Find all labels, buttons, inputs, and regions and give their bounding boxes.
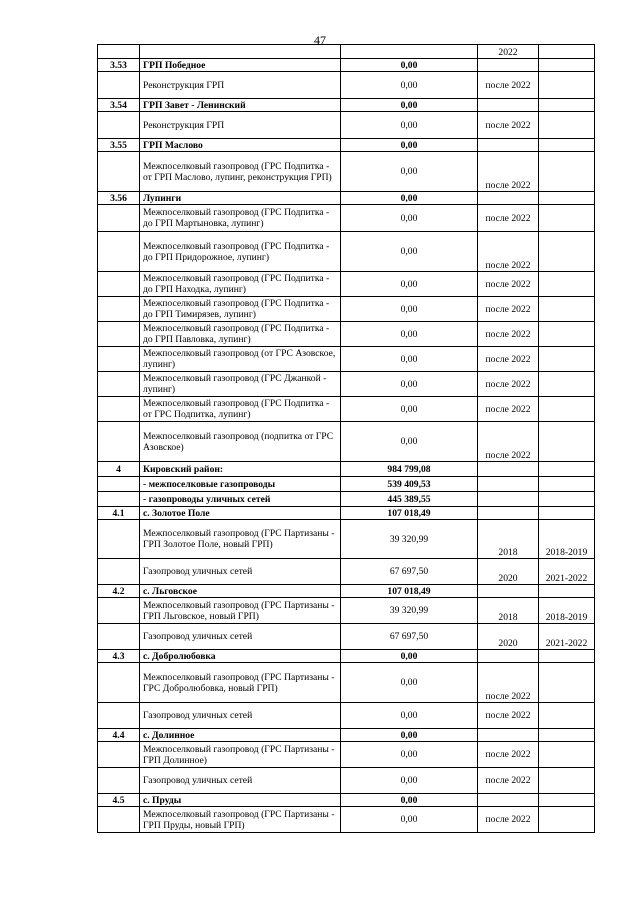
amount-value: 0,00	[341, 99, 478, 112]
row-number	[98, 152, 140, 192]
table-row	[98, 232, 595, 272]
row-number	[98, 232, 140, 272]
row-number	[98, 807, 140, 833]
amount-value	[341, 45, 478, 59]
amount-value: 0,00	[341, 297, 478, 322]
year-range	[539, 729, 595, 742]
year-start: после 2022	[478, 663, 539, 703]
item-name: - межпоселковые газопроводы	[140, 477, 341, 492]
year-range	[539, 477, 595, 492]
year-range: 2021-2022	[539, 559, 595, 585]
amount-value: 107 018,49	[341, 585, 478, 598]
table-body	[98, 45, 595, 833]
table-row	[98, 585, 595, 598]
year-range	[539, 152, 595, 192]
row-number	[98, 624, 140, 650]
table-row	[98, 272, 595, 297]
amount-value: 107 018,49	[341, 507, 478, 520]
table-row	[98, 624, 595, 650]
amount-value: 0,00	[341, 794, 478, 807]
amount-value: 67 697,50	[341, 624, 478, 650]
item-name: ГРП Победное	[140, 59, 341, 72]
table-row	[98, 807, 595, 833]
year-start: после 2022	[478, 272, 539, 297]
row-number	[98, 272, 140, 297]
year-start: 2020	[478, 559, 539, 585]
item-name: Межпоселковый газопровод (от ГРС Азовское, лупинг)	[140, 347, 341, 372]
year-range	[539, 507, 595, 520]
year-range	[539, 585, 595, 598]
amount-value: 0,00	[341, 807, 478, 833]
table-row	[98, 422, 595, 462]
amount-value: 0,00	[341, 59, 478, 72]
table-row	[98, 99, 595, 112]
table-row	[98, 72, 595, 99]
row-number	[98, 559, 140, 585]
row-number	[98, 72, 140, 99]
item-name: Газопровод уличных сетей	[140, 624, 341, 650]
table-row	[98, 205, 595, 232]
year-start: после 2022	[478, 742, 539, 768]
year-start	[478, 462, 539, 477]
item-name: Реконструкция ГРП	[140, 112, 341, 139]
table-row	[98, 598, 595, 624]
year-start	[478, 192, 539, 205]
amount-value: 0,00	[341, 768, 478, 794]
item-name: Межпоселковый газопровод (ГРС Партизаны - ГРП Пруды, новый ГРП)	[140, 807, 341, 833]
table-row	[98, 462, 595, 477]
row-number	[98, 598, 140, 624]
table-row	[98, 372, 595, 397]
table-row	[98, 45, 595, 59]
row-number	[98, 45, 140, 59]
page-number: 47	[314, 33, 326, 47]
amount-value: 0,00	[341, 205, 478, 232]
row-number	[98, 768, 140, 794]
year-start: после 2022	[478, 372, 539, 397]
row-number	[98, 422, 140, 462]
year-range	[539, 397, 595, 422]
year-start: после 2022	[478, 322, 539, 347]
year-range	[539, 297, 595, 322]
row-number	[98, 492, 140, 507]
item-name: Межпоселковый газопровод (ГРС Партизаны - ГРП Долинное)	[140, 742, 341, 768]
row-number	[98, 742, 140, 768]
table-row	[98, 347, 595, 372]
row-number	[98, 663, 140, 703]
year-start	[478, 99, 539, 112]
item-name: Межпоселковый газопровод (ГРС Подпитка - до ГРП Мартыновка, лупинг)	[140, 205, 341, 232]
year-start	[478, 794, 539, 807]
table-row	[98, 507, 595, 520]
amount-value: 39 320,99	[341, 520, 478, 559]
row-number: 4.1	[98, 507, 140, 520]
amount-value: 445 389,55	[341, 492, 478, 507]
table-row	[98, 112, 595, 139]
year-range: 2021-2022	[539, 624, 595, 650]
year-start	[478, 59, 539, 72]
row-number: 4.4	[98, 729, 140, 742]
year-start	[478, 729, 539, 742]
item-name: Газопровод уличных сетей	[140, 703, 341, 729]
table-row	[98, 397, 595, 422]
table-row	[98, 297, 595, 322]
year-range	[539, 205, 595, 232]
item-name: Газопровод уличных сетей	[140, 768, 341, 794]
year-start: 2018	[478, 520, 539, 559]
year-range	[539, 347, 595, 372]
item-name: Межпоселковый газопровод (ГРС Подпитка - до ГРП Придорожное, лупинг)	[140, 232, 341, 272]
year-start: после 2022	[478, 232, 539, 272]
item-name: Межпоселковый газопровод (ГРС Подпитка - от ГРС Подпитка, лупинг)	[140, 397, 341, 422]
table-row	[98, 650, 595, 663]
table-row	[98, 742, 595, 768]
amount-value: 0,00	[341, 192, 478, 205]
table-row	[98, 492, 595, 507]
row-number	[98, 297, 140, 322]
table-row	[98, 729, 595, 742]
row-number	[98, 347, 140, 372]
amount-value: 0,00	[341, 703, 478, 729]
year-range	[539, 422, 595, 462]
year-range	[539, 794, 595, 807]
item-name: Реконструкция ГРП	[140, 72, 341, 99]
amount-value: 0,00	[341, 139, 478, 152]
year-range	[539, 272, 595, 297]
year-range	[539, 807, 595, 833]
item-name: Газопровод уличных сетей	[140, 559, 341, 585]
item-name: ГРП Завет - Ленинский	[140, 99, 341, 112]
table-row	[98, 152, 595, 192]
year-range	[539, 742, 595, 768]
row-number: 4.3	[98, 650, 140, 663]
year-start: после 2022	[478, 807, 539, 833]
table-row	[98, 663, 595, 703]
item-name: с. Золотое Поле	[140, 507, 341, 520]
year-start	[478, 585, 539, 598]
amount-value: 39 320,99	[341, 598, 478, 624]
row-number	[98, 397, 140, 422]
item-name: с. Пруды	[140, 794, 341, 807]
amount-value: 0,00	[341, 742, 478, 768]
year-range	[539, 139, 595, 152]
year-start: после 2022	[478, 72, 539, 99]
table-row	[98, 192, 595, 205]
amount-value: 67 697,50	[341, 559, 478, 585]
table-row	[98, 559, 595, 585]
table-row	[98, 322, 595, 347]
item-name: с. Добролюбовка	[140, 650, 341, 663]
year-range	[539, 703, 595, 729]
row-number: 3.54	[98, 99, 140, 112]
gas-pipeline-table	[97, 44, 595, 833]
year-start	[478, 492, 539, 507]
item-name: Межпоселковый газопровод (подпитка от ГРС Азовское)	[140, 422, 341, 462]
item-name: ГРП Маслово	[140, 139, 341, 152]
item-name: Межпоселковый газопровод (ГРС Партизаны - ГРП Золотое Поле, новый ГРП)	[140, 520, 341, 559]
year-start: после 2022	[478, 422, 539, 462]
amount-value: 0,00	[341, 397, 478, 422]
amount-value: 0,00	[341, 112, 478, 139]
item-name: с. Льговское	[140, 585, 341, 598]
row-number	[98, 703, 140, 729]
year-start	[478, 477, 539, 492]
row-number: 3.55	[98, 139, 140, 152]
item-name: Кировский район:	[140, 462, 341, 477]
year-start: 2018	[478, 598, 539, 624]
year-range	[539, 322, 595, 347]
item-name: - газопроводы уличных сетей	[140, 492, 341, 507]
amount-value: 0,00	[341, 422, 478, 462]
year-start	[478, 650, 539, 663]
amount-value: 0,00	[341, 663, 478, 703]
item-name: Межпоселковый газопровод (ГРС Партизаны - ГРП Льговское, новый ГРП)	[140, 598, 341, 624]
year-start: после 2022	[478, 152, 539, 192]
year-start: после 2022	[478, 112, 539, 139]
year-range	[539, 59, 595, 72]
row-number: 4.2	[98, 585, 140, 598]
amount-value: 0,00	[341, 72, 478, 99]
year-range	[539, 650, 595, 663]
year-range	[539, 99, 595, 112]
year-range: 2018-2019	[539, 598, 595, 624]
item-name: Межпоселковый газопровод (ГРС Подпитка - до ГРП Тимирязев, лупинг)	[140, 297, 341, 322]
amount-value: 0,00	[341, 372, 478, 397]
amount-value: 0,00	[341, 729, 478, 742]
row-number: 4.5	[98, 794, 140, 807]
row-number	[98, 477, 140, 492]
year-start: после 2022	[478, 703, 539, 729]
table-row	[98, 139, 595, 152]
year-start: после 2022	[478, 347, 539, 372]
table-row	[98, 703, 595, 729]
year-range	[539, 663, 595, 703]
table-row	[98, 768, 595, 794]
amount-value: 0,00	[341, 272, 478, 297]
year-start: 2022	[478, 45, 539, 59]
table-row	[98, 520, 595, 559]
year-range	[539, 45, 595, 59]
year-start: после 2022	[478, 205, 539, 232]
amount-value: 984 799,08	[341, 462, 478, 477]
item-name: Межпоселковый газопровод (ГРС Подпитка - до ГРП Павловка, лупинг)	[140, 322, 341, 347]
table-row	[98, 477, 595, 492]
row-number: 3.53	[98, 59, 140, 72]
year-range	[539, 768, 595, 794]
year-start	[478, 139, 539, 152]
year-range	[539, 72, 595, 99]
row-number: 4	[98, 462, 140, 477]
item-name	[140, 45, 341, 59]
amount-value: 539 409,53	[341, 477, 478, 492]
year-range	[539, 112, 595, 139]
year-range	[539, 232, 595, 272]
table-row	[98, 794, 595, 807]
year-range	[539, 492, 595, 507]
row-number	[98, 205, 140, 232]
item-name: Лупинги	[140, 192, 341, 205]
year-range	[539, 192, 595, 205]
amount-value: 0,00	[341, 322, 478, 347]
row-number	[98, 112, 140, 139]
row-number	[98, 372, 140, 397]
item-name: Межпоселковый газопровод (ГРС Подпитка - от ГРП Маслово, лупинг, реконструкция ГРП)	[140, 152, 341, 192]
amount-value: 0,00	[341, 650, 478, 663]
year-range	[539, 372, 595, 397]
table-row	[98, 59, 595, 72]
year-start: после 2022	[478, 397, 539, 422]
amount-value: 0,00	[341, 232, 478, 272]
item-name: с. Долинное	[140, 729, 341, 742]
year-range	[539, 462, 595, 477]
amount-value: 0,00	[341, 152, 478, 192]
year-start: 2020	[478, 624, 539, 650]
year-start: после 2022	[478, 297, 539, 322]
year-start: после 2022	[478, 768, 539, 794]
row-number: 3.56	[98, 192, 140, 205]
year-range: 2018-2019	[539, 520, 595, 559]
row-number	[98, 520, 140, 559]
item-name: Межпоселковый газопровод (ГРС Партизаны - ГРС Добролюбовка, новый ГРП)	[140, 663, 341, 703]
amount-value: 0,00	[341, 347, 478, 372]
row-number	[98, 322, 140, 347]
item-name: Межпоселковый газопровод (ГРС Джанкой - лупинг)	[140, 372, 341, 397]
item-name: Межпоселковый газопровод (ГРС Подпитка - до ГРП Находка, лупинг)	[140, 272, 341, 297]
year-start	[478, 507, 539, 520]
